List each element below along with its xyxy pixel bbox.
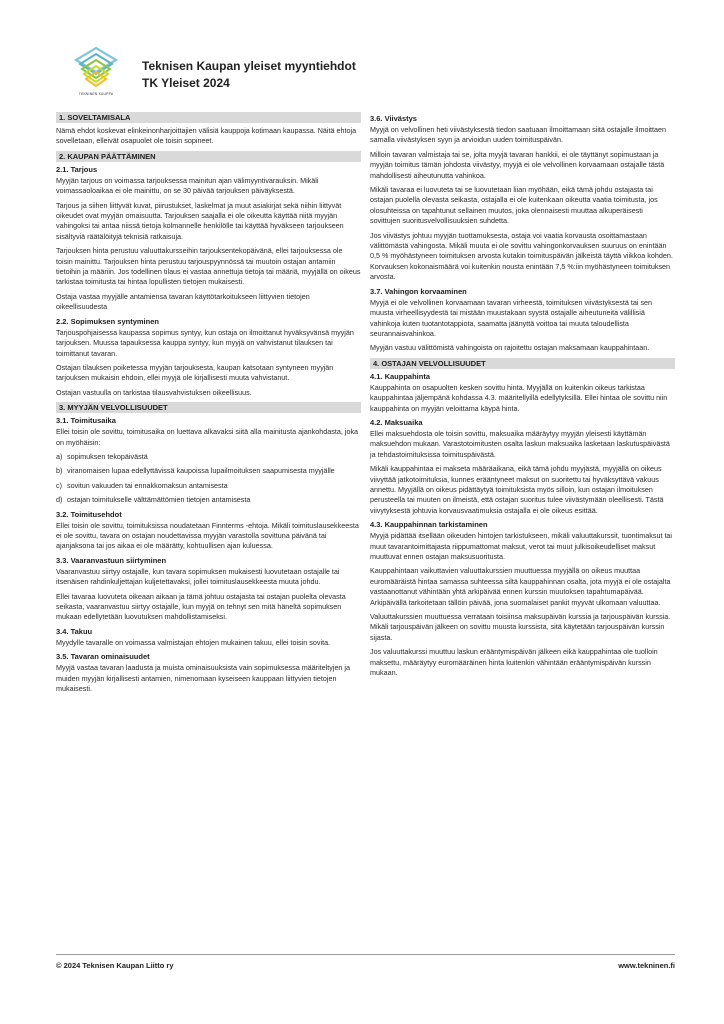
- paragraph: Myyjä ei ole velvollinen korvaamaan tavaran virheestä, toimituksen viivästyksestä tai sen muusta virheellisyydestä tai mistään muustakaan syystä ostajalle aiheutuneita välillisiä vahinkoja kuten tuotantotappiota, saamatta jäänyttä voittoa tai muuta taloudellista seurannaisvahinkoa.: [370, 297, 653, 338]
- section-heading: 2. KAUPAN PÄÄTTÄMINEN: [56, 151, 361, 162]
- list-text: ostajan toimitukselle välttämättömien tietojen antamisesta: [67, 495, 251, 505]
- paragraph: Jos valuuttakurssi muuttuu laskun erääntymispäivän jälkeen eikä kauppahintaa ole tuolloin maksettu, määräytyy euromääräinen hinta kuitenkin vähintään erääntymispäivän kurssin mukaan.: [370, 647, 658, 678]
- paragraph: Valuuttakurssien muuttuessa verrataan toisiinsa maksupäivän kurssia ja tarjouspäivän kurssia. Mikäli tarjouspäivän jälkeen on sovittu muusta kurssista, sitä käytetään tarjouspäivän kurssin sijasta.: [370, 612, 671, 642]
- document-title: Teknisen Kaupan yleiset myyntiehdot: [142, 59, 356, 73]
- list-text: sovitun vakuuden tai ennakkomaksun antamisesta: [67, 480, 228, 490]
- list-marker: a): [56, 451, 63, 461]
- footer-divider: [56, 954, 675, 955]
- logo-text: TEKNINEN KAUPPA: [78, 92, 114, 96]
- paragraph: Ostaja vastaa myyjälle antamiensa tavaran käyttötarkoitukseen liittyvien tietojen oikeellisuudesta: [56, 291, 310, 312]
- subsection-heading: 4.3. Kauppahinnan tarkistaminen: [370, 520, 488, 530]
- list-item: [56, 495, 361, 505]
- list-item: [56, 452, 361, 462]
- subsection-heading: 3.5. Tavaran ominaisuudet: [56, 652, 150, 662]
- footer-url: www.tekninen.fi: [618, 961, 675, 970]
- section-heading: 3. MYYJÄN VELVOLLISUUDET: [56, 402, 361, 413]
- paragraph: Tarjous ja siihen liittyvät kuvat, piirustukset, laskelmat ja muut asiakirjat sekä niihin liittyvät oikeudet ovat myyjän omaisuutta. Tarjouksen saajalla ei ole oikeutta käyttää niitä myyjän vahingoksi tai antaa niissä tietoja kolmannelle henkilölle tai käyttää hyväkseen tarjoukseen sisältyviä räätälöityjä teknisiä ratkaisuja.: [56, 200, 344, 241]
- paragraph: Tarjouspohjaisessa kaupassa sopimus syntyy, kun ostaja on ilmoittanut hyväksyvänsä myyjän tarjouksen. Muussa tapauksessa kauppa syntyy, kun myyjä on vahvistanut tilauksen tai toimittanut tavaran.: [56, 327, 354, 358]
- paragraph: Mikäli kauppahintaa ei makseta määräaikana, eikä tämä johdu myyjästä, myyjällä on oikeus viivyttää jatkotoimituksia, kunnes erääntyneet maksut on suoritettu tai hyväksyttävä vakuus annettu. Myyjällä on oikeus pidättäytyä toimituksista myös silloin, kun ostajan ilmoituksen perusteella tai muuten on ilmeistä, että ostajan suoritus tulee viivästymään oleellisesti. Tästä viivytyksestä johtuvia korvausvaatimuksia ostajalla ei ole oikeus esittää.: [370, 464, 664, 515]
- paragraph: Ellei tavaraa luovuteta oikeaan aikaan ja tämä johtuu ostajasta tai ostajan puolelta olevasta seikasta, vaaranvastuu siirtyy ostajalle, kun myyjä on tehnyt sen mitä häneltä sopimuksen mukaan edellytetään luovutuksen mahdollistamiseksi.: [56, 591, 346, 622]
- logo-icon: [72, 44, 120, 94]
- paragraph: Myyjä vastaa tavaran laadusta ja muista ominaisuuksista vain sopimuksessa määriteltyjen ja muiden myyjän kirjallisesti antamien, nimenomaan kyseiseen kauppaan liittyvien tietojen mukaisesti.: [56, 663, 351, 694]
- paragraph: Nämä ehdot koskevat elinkeinonharjoittajien välisiä kauppoja kotimaan kaupassa. Näitä ehtoja sovelletaan, elleivät osapuolet ole toisin sopineet.: [56, 126, 357, 146]
- list-item: [56, 481, 361, 491]
- subsection-heading: 3.1. Toimitusaika: [56, 416, 116, 426]
- paragraph: Mikäli tavaraa ei luovuteta tai se luovutetaan liian myöhään, eikä tämä johdu ostajasta tai ostajan puolella olevasta seikasta, ostajalla ei ole kuitenkaan oikeutta vaatia toimitusta, jos olosuhteissa on tapahtunut sellainen muutos, joka olennaisesti muuttaa alkuperäisesti sovittujen suoritusvelvollisuuksien suhdetta.: [370, 185, 658, 226]
- paragraph: Myyjä pidättää itsellään oikeuden hintojen tarkistukseen, mikäli valuuttakurssit, tuontimaksut tai muut tavarantoimittajasta riippumattomat maksut, verot tai muut julkisoikeudelliset maksut muuttuvat ennen ostajan maksusuoritusta.: [370, 531, 673, 561]
- subsection-heading: 2.2. Sopimuksen syntyminen: [56, 316, 159, 326]
- subsection-heading: 2.1. Tarjous: [56, 164, 98, 174]
- list-item: [56, 466, 361, 476]
- paragraph: Ellei toisin ole sovittu, toimituksissa noudatetaan Finnterms -ehtoja. Mikäli toimituslausekkeesta ei ole sovittu, tavara on ostajan noudettavissa myyjän varastolla sovittuna päivänä tai ajanjaksona tai jos aikaa ei ole määrätty, kohtuullisen ajan kuluessa.: [56, 520, 359, 551]
- subsection-heading: 3.3. Vaaranvastuun siirtyminen: [56, 555, 167, 565]
- right-column: [370, 112, 675, 682]
- subsection-heading: 4.1. Kauppahinta: [370, 371, 431, 381]
- list-text: viranomaisen lupaa edellyttävissä kaupoissa lupailmoituksen saapumisesta myyjälle: [67, 466, 335, 476]
- document-subtitle: TK Yleiset 2024: [142, 76, 230, 90]
- paragraph: Myydylle tavaralle on voimassa valmistajan ehtojen mukainen takuu, ellei toisin sovita.: [56, 637, 331, 647]
- paragraph: Myyjä on velvollinen heti viivästyksestä tiedon saatuaan ilmoittamaan siitä ostajalle ilmoittaen samalla viivästyksen syyn ja arvioidun uuden toimituspäivän.: [370, 125, 667, 145]
- paragraph: Vaaranvastuu siirtyy ostajalle, kun tavara sopimuksen mukaisesti luovutetaan ostajalle tai itsenäisen rahdinkuljettajan kuljetettavaksi, jollei toimituslausekkeesta muuta johdu.: [56, 566, 340, 587]
- paragraph: Ostajan vastuulla on tarkistaa tilausvahvistuksen oikeellisuus.: [56, 387, 252, 397]
- paragraph: Kauppahintaan vaikuttavien valuuttakurssien muuttuessa myyjällä on oikeus muuttaa euromääräistä hintaa samassa suhteessa siltä kauppahinnan osalta, jota myyjä ei ole ostajalta vastaanottanut vähintään yhtä arkipäivää ennen kurssin muutoksen tapahtumapäivää. Arkipäivällä tarkoitetaan tällöin päivää, jona suomalaiset pankit myyvät ulkomaan valuuttaa.: [370, 566, 671, 607]
- paragraph: Ellei maksuehdosta ole toisin sovittu, maksuaika määräytyy myyjän yleisesti käyttämän maksuehdon mukaan. Varastotoimitusten osalta laskun maksuaika lasketaan laskutuspäivästä ja tehdastoimituksissa toimituspäivästä.: [370, 428, 670, 459]
- paragraph: Tarjouksen hinta perustuu valuuttakursseihin tarjouksentekopäivänä, ellei tarjouksessa ole toisin mainittu. Tarjouksen hinta perustuu tarjouspyynnössä tai muutoin ostajan antamiin tietoihin ja määriin. Jos todellinen tilaus ei vastaa annettuja tietoja tai määriä, myyjällä on oikeus tarkistaa toimitusta tai hintaa lopullisten tietojen mukaisesti.: [56, 246, 361, 287]
- left-column: [56, 112, 361, 698]
- paragraph: Ostajan tilauksen poiketessa myyjän tarjouksesta, kaupan katsotaan syntyneen myyjän tarjouksen mukaisin ehdoin, ellei myyjä ole kirjallisesti muuta vahvistanut.: [56, 362, 334, 383]
- list-marker: c): [56, 480, 62, 490]
- section-heading: 4. OSTAJAN VELVOLLISUUDET: [370, 358, 675, 369]
- footer-copyright: © 2024 Teknisen Kaupan Liitto ry: [56, 961, 174, 970]
- subsection-heading: 3.6. Viivästys: [370, 114, 417, 123]
- list-marker: b): [56, 466, 63, 476]
- paragraph: Jos viivästys johtuu myyjän tuottamuksesta, ostaja voi vaatia korvausta osoittamastaan välittömästä vahingosta. Mikäli muuta ei ole sovittu vahingonkorvauksen suuruus on enintään 0,5 % myöhästyneen toimituksen arvosta kutakin toimituspäivän jälkeistä täyttä viikkoa kohden. Korvauksen kokonaismäärä voi kuitenkin nousta enintään 7,5 %:iin myöhästyneen toimituksen arvosta.: [370, 230, 673, 282]
- paragraph: Myyjän tarjous on voimassa tarjouksessa mainitun ajan välimyyntivarauksin. Mikäli voimassaoloaikaa ei ole mainittu, on se 30 päivää tarjouksen päiväyksestä.: [56, 175, 319, 196]
- list-marker: d): [56, 495, 63, 505]
- paragraph: Milloin tavaran valmistaja tai se, jolta myyjä tavaran hankkii, ei ole täyttänyt sopimustaan ja myyjän toimitus tämän johdosta viivästyy, myyjä ei ole velvollinen korvaamaan ostajalle tästä mahdollisesti aiheutunutta vahinkoa.: [370, 149, 665, 180]
- subsection-heading: 3.4. Takuu: [56, 626, 93, 636]
- paragraph: Kauppahinta on osapuolten kesken sovittu hinta. Myyjällä on kuitenkin oikeus tarkistaa kauppahintaa jäljempänä kohdassa 4.3. määritellyillä edellytyksillä. Ellei hintaa ole sovittu niin kauppahinta on myyjän veloittama käypä hinta.: [370, 382, 668, 413]
- paragraph: Ellei toisin ole sovittu, toimitusaika on luettava alkavaksi siitä alla mainitusta ajankohdasta, joka on myöhäisin:: [56, 427, 359, 447]
- subsection-heading: 4.2. Maksuaika: [370, 417, 423, 427]
- subsection-heading: 3.7. Vahingon korvaaminen: [370, 286, 467, 296]
- list-text: sopimuksen tekopäivästä: [67, 451, 148, 461]
- subsection-heading: 3.2. Toimitusehdot: [56, 509, 122, 519]
- paragraph: Myyjän vastuu välittömistä vahingoista on rajoitettu ostajan maksamaan kauppahintaan.: [370, 343, 650, 353]
- section-heading: 1. SOVELTAMISALA: [56, 112, 361, 123]
